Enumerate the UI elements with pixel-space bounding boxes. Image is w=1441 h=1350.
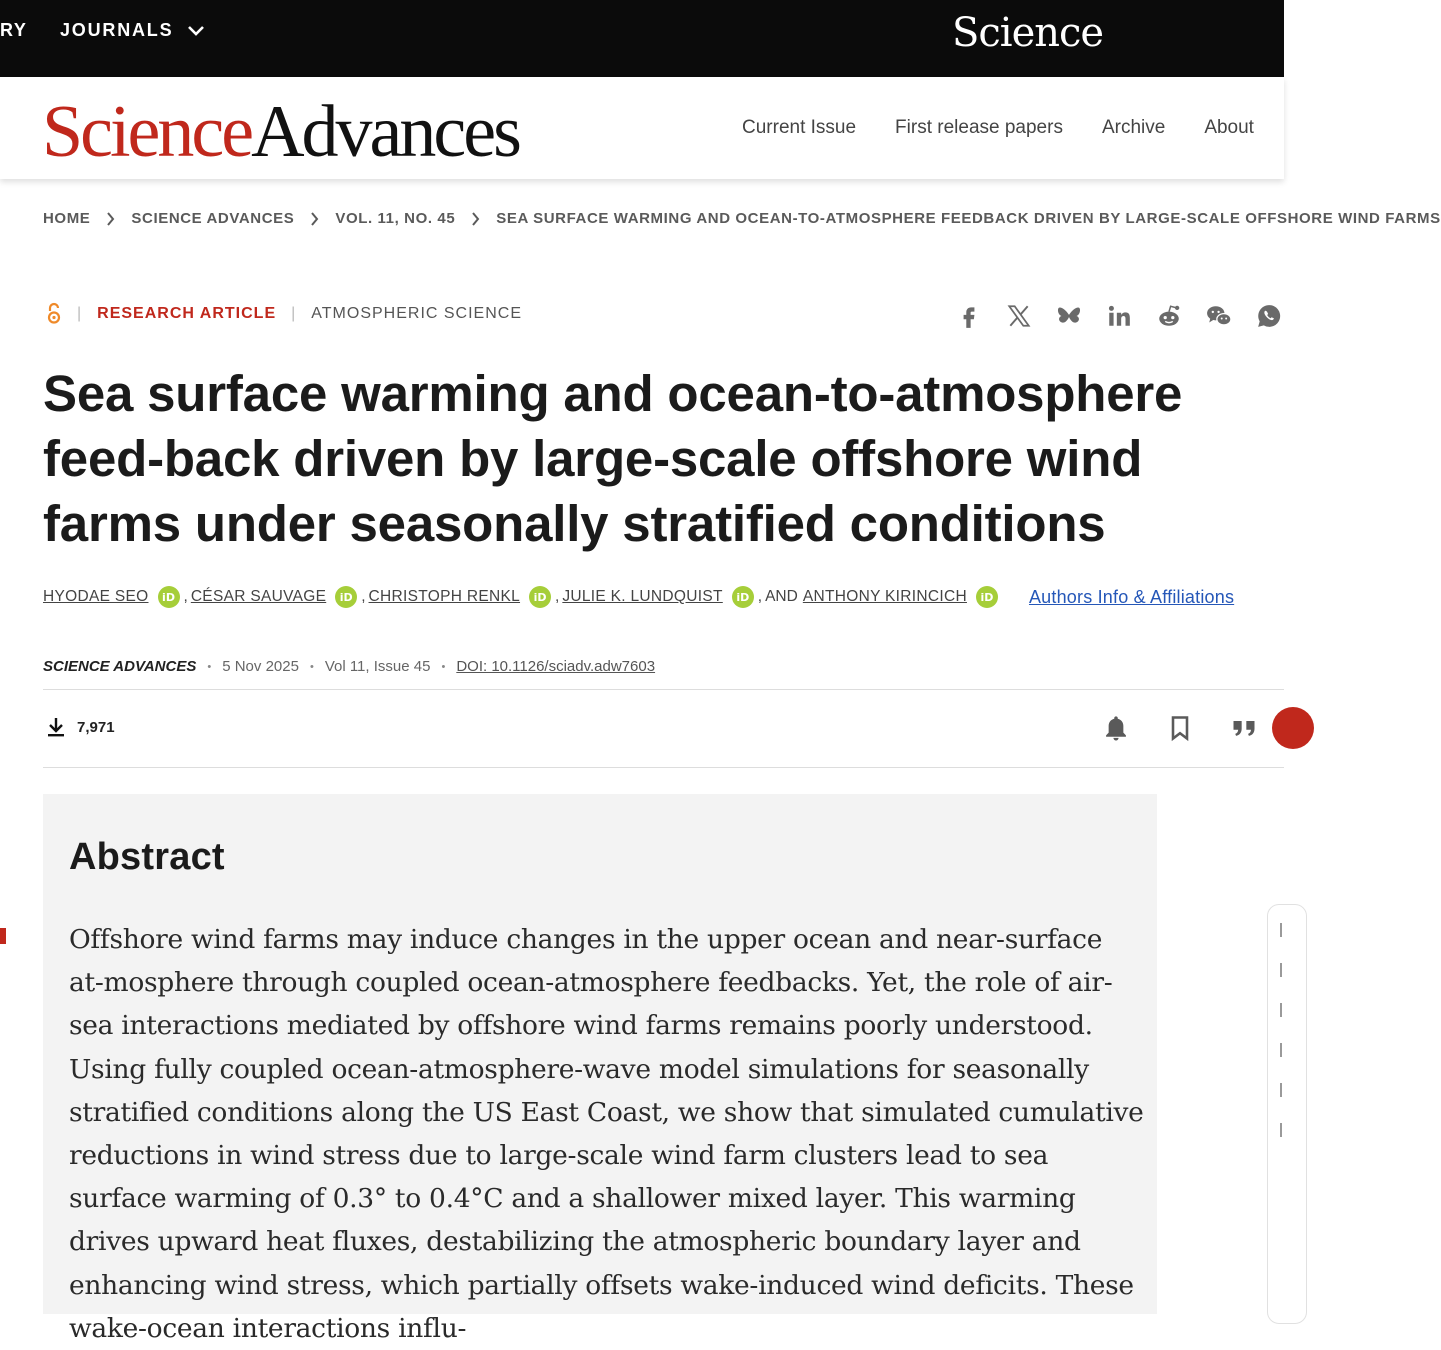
publication-info: SCIENCE ADVANCES • 5 Nov 2025 • Vol 11, Issue 45 • DOI: 10.1126/sciadv.adw7603 bbox=[43, 658, 656, 675]
access-button[interactable] bbox=[1272, 707, 1314, 749]
abstract-section bbox=[43, 794, 1157, 1344]
scroll-marker bbox=[0, 928, 6, 944]
breadcrumb-home[interactable]: HOME bbox=[43, 210, 91, 227]
nav-current-issue[interactable]: Current Issue bbox=[742, 117, 857, 138]
abstract-heading: Abstract bbox=[69, 836, 225, 878]
cite-quote-icon[interactable] bbox=[1212, 706, 1276, 750]
publication-date: 5 Nov 2025 bbox=[222, 658, 299, 675]
chevron-right-icon bbox=[310, 212, 319, 226]
site-header bbox=[0, 77, 1284, 179]
authors-affiliations-link[interactable]: Authors Info & Affiliations bbox=[1028, 586, 1235, 607]
divider bbox=[43, 689, 1284, 690]
author-name[interactable]: CÉSAR SAUVAGE bbox=[190, 588, 327, 605]
orcid-icon[interactable]: iD bbox=[529, 586, 551, 608]
reddit-icon[interactable] bbox=[1144, 299, 1194, 333]
orcid-icon[interactable]: iD bbox=[335, 586, 357, 608]
journals-label: JOURNALS bbox=[60, 20, 174, 40]
journal-name: SCIENCE ADVANCES bbox=[43, 658, 197, 675]
whatsapp-icon[interactable] bbox=[1244, 299, 1294, 333]
article-actions bbox=[1084, 706, 1276, 750]
divider bbox=[43, 767, 1284, 768]
article-type[interactable]: RESEARCH ARTICLE bbox=[97, 305, 277, 322]
journals-dropdown[interactable] bbox=[60, 20, 205, 41]
science-logo[interactable]: Science bbox=[952, 10, 1104, 56]
side-toolbar[interactable] bbox=[1267, 904, 1307, 1324]
breadcrumb bbox=[43, 210, 1441, 227]
top-bar bbox=[0, 0, 1284, 77]
bluesky-icon[interactable] bbox=[1044, 299, 1094, 333]
chevron-right-icon bbox=[471, 212, 480, 226]
main-nav bbox=[742, 117, 1254, 139]
wechat-icon[interactable] bbox=[1194, 299, 1244, 333]
abstract-text: Offshore wind farms may induce changes in the upper ocean and near-surface at-mosphere through coupled ocean-atmosphere feedbacks. Yet, the role of air-sea interactions mediated by offshore wind farms remains poorly understood. Using fully coupled ocean-atmosphere-wave model simulations for seasonally stratified conditions along the US East Coast, we show that simulated cumulative reductions in wind stress due to large-scale wind farm clusters lead to sea surface warming of 0.3° to 0.4°C and a shallower mixed layer. This warming drives upward heat fluxes, destabilizing the atmospheric boundary layer and enhancing wind stress, which partially offsets wake-induced wind deficits. These wake-ocean interactions influ- bbox=[69, 924, 1144, 1344]
linkedin-icon[interactable] bbox=[1094, 299, 1144, 333]
author-name[interactable]: ANTHONY KIRINCICH bbox=[802, 588, 967, 605]
author-name[interactable]: JULIE K. LUNDQUIST bbox=[562, 588, 723, 605]
author-name[interactable]: HYODAE SEO bbox=[43, 588, 149, 605]
doi-link[interactable]: DOI: 10.1126/sciadv.adw7603 bbox=[456, 658, 656, 675]
share-bar bbox=[944, 299, 1294, 333]
article-meta-row: | RESEARCH ARTICLE | ATMOSPHERIC SCIENCE bbox=[46, 303, 522, 325]
chevron-right-icon bbox=[106, 212, 115, 226]
alert-bell-icon[interactable] bbox=[1084, 706, 1148, 750]
article-title: Sea surface warming and ocean-to-atmosphere feed-back driven by large-scale offshore wind farms under seasonally stratified conditions bbox=[43, 365, 1183, 552]
author-and: AND bbox=[765, 588, 798, 605]
download-count-value: 7,971 bbox=[77, 718, 115, 736]
volume-issue[interactable]: Vol 11, Issue 45 bbox=[324, 658, 431, 675]
bookmark-icon[interactable] bbox=[1148, 706, 1212, 750]
nav-first-release-papers[interactable]: First release papers bbox=[895, 117, 1063, 138]
breadcrumb-volume[interactable]: VOL. 11, NO. 45 bbox=[335, 210, 456, 227]
science-advances-logo[interactable]: ScienceAdvances bbox=[42, 91, 519, 173]
breadcrumb-current-article: SEA SURFACE WARMING AND OCEAN-TO-ATMOSPHERE FEEDBACK DRIVEN BY LARGE-SCALE OFFSHORE WIND FARMS bbox=[496, 210, 1441, 227]
author-list: HYODAE SEO iD , CÉSAR SAUVAGE iD , CHRISTOPH RENKL iD , JULIE K. LUNDQUIST iD , AND ANTHONY KIRINCICH iD Authors Info & Affiliations bbox=[43, 586, 1235, 607]
chevron-down-icon bbox=[187, 25, 205, 37]
breadcrumb-science-advances[interactable]: SCIENCE ADVANCES bbox=[131, 210, 295, 227]
article-subject[interactable]: ATMOSPHERIC SCIENCE bbox=[311, 305, 523, 322]
x-twitter-icon[interactable] bbox=[994, 299, 1044, 333]
author-name[interactable]: CHRISTOPH RENKL bbox=[368, 588, 521, 605]
open-access-icon bbox=[46, 303, 62, 325]
nav-about[interactable]: About bbox=[1204, 117, 1254, 138]
orcid-icon[interactable]: iD bbox=[732, 586, 754, 608]
facebook-icon[interactable] bbox=[944, 299, 994, 333]
orcid-icon[interactable]: iD bbox=[158, 586, 180, 608]
nav-archive[interactable]: Archive bbox=[1101, 117, 1166, 138]
download-icon bbox=[45, 716, 67, 738]
orcid-icon[interactable]: iD bbox=[976, 586, 998, 608]
top-menu-item-cut[interactable]: RY bbox=[0, 20, 28, 40]
download-count bbox=[45, 716, 115, 738]
